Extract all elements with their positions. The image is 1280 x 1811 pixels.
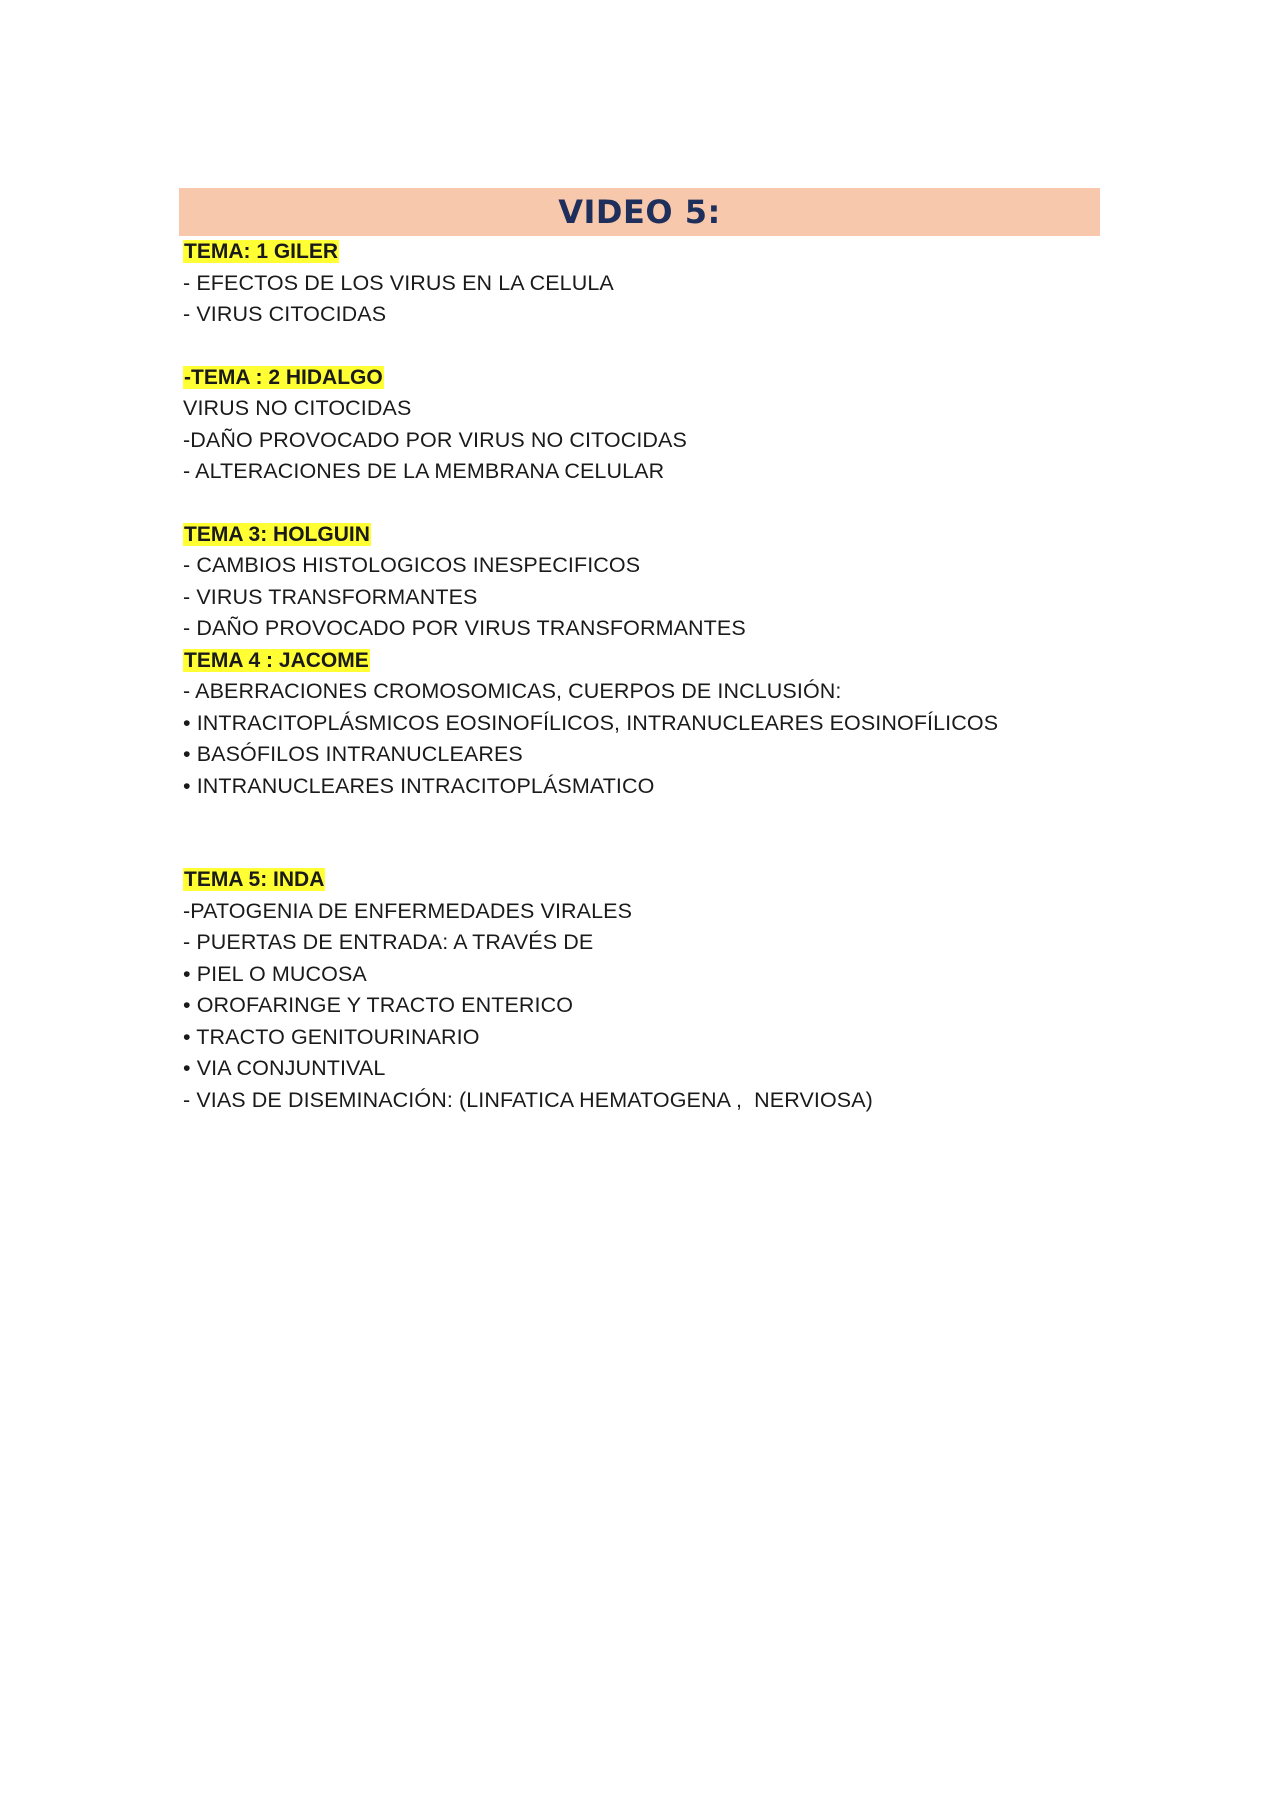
section-line: • INTRACITOPLÁSMICOS EOSINOFÍLICOS, INTRANUCLEARES EOSINOFÍLICOS — [183, 710, 999, 735]
section-line: - DAÑO PROVOCADO POR VIRUS TRANSFORMANTES — [183, 616, 746, 640]
section-line: • TRACTO GENITOURINARIO — [183, 1024, 480, 1049]
section-tema-1 — [183, 236, 1100, 331]
section-line: VIRUS NO CITOCIDAS — [183, 396, 412, 420]
section-line: - VIRUS CITOCIDAS — [183, 302, 387, 326]
section-line: - ALTERACIONES DE LA MEMBRANA CELULAR — [183, 459, 665, 483]
page-title: VIDEO 5: — [558, 193, 721, 231]
section-line: - PUERTAS DE ENTRADA: A TRAVÉS DE — [183, 930, 594, 954]
document-page — [179, 188, 1100, 1116]
section-line: • OROFARINGE Y TRACTO ENTERICO — [183, 993, 574, 1017]
section-line: • PIEL O MUCOSA — [183, 961, 367, 986]
section-tema-3 — [183, 519, 1100, 645]
section-line: • BASÓFILOS INTRANUCLEARES — [183, 742, 523, 766]
section-heading: -TEMA : 2 HIDALGO — [184, 365, 383, 389]
section-line: -PATOGENIA DE ENFERMEDADES VIRALES — [183, 898, 633, 923]
section-heading: TEMA 5: INDA — [184, 868, 325, 891]
sections — [179, 236, 1100, 1116]
title-bar — [179, 188, 1100, 236]
section-heading: TEMA 3: HOLGUIN — [184, 522, 370, 546]
section-line: • INTRANUCLEARES INTRACITOPLÁSMATICO — [183, 773, 655, 798]
section-line: -DAÑO PROVOCADO POR VIRUS NO CITOCIDAS — [183, 427, 687, 452]
section-line: - EFECTOS DE LOS VIRUS EN LA CELULA — [183, 270, 614, 295]
section-tema-2 — [183, 362, 1100, 488]
spacer — [183, 488, 1100, 519]
spacer — [183, 802, 1100, 864]
section-line: - ABERRACIONES CROMOSOMICAS, CUERPOS DE INCLUSIÓN: — [183, 679, 842, 703]
section-heading: TEMA 4 : JACOME — [184, 648, 369, 672]
section-tema-5 — [183, 864, 1100, 1116]
section-tema-4 — [183, 645, 1100, 803]
section-line: • VIA CONJUNTIVAL — [183, 1056, 386, 1080]
section-line: - VIRUS TRANSFORMANTES — [183, 584, 478, 609]
section-heading: TEMA: 1 GILER — [184, 240, 339, 263]
spacer — [183, 331, 1100, 362]
section-line: - VIAS DE DISEMINACIÓN: (LINFATICA HEMATOGENA , NERVIOSA) — [183, 1087, 873, 1112]
section-line: - CAMBIOS HISTOLOGICOS INESPECIFICOS — [183, 553, 641, 577]
